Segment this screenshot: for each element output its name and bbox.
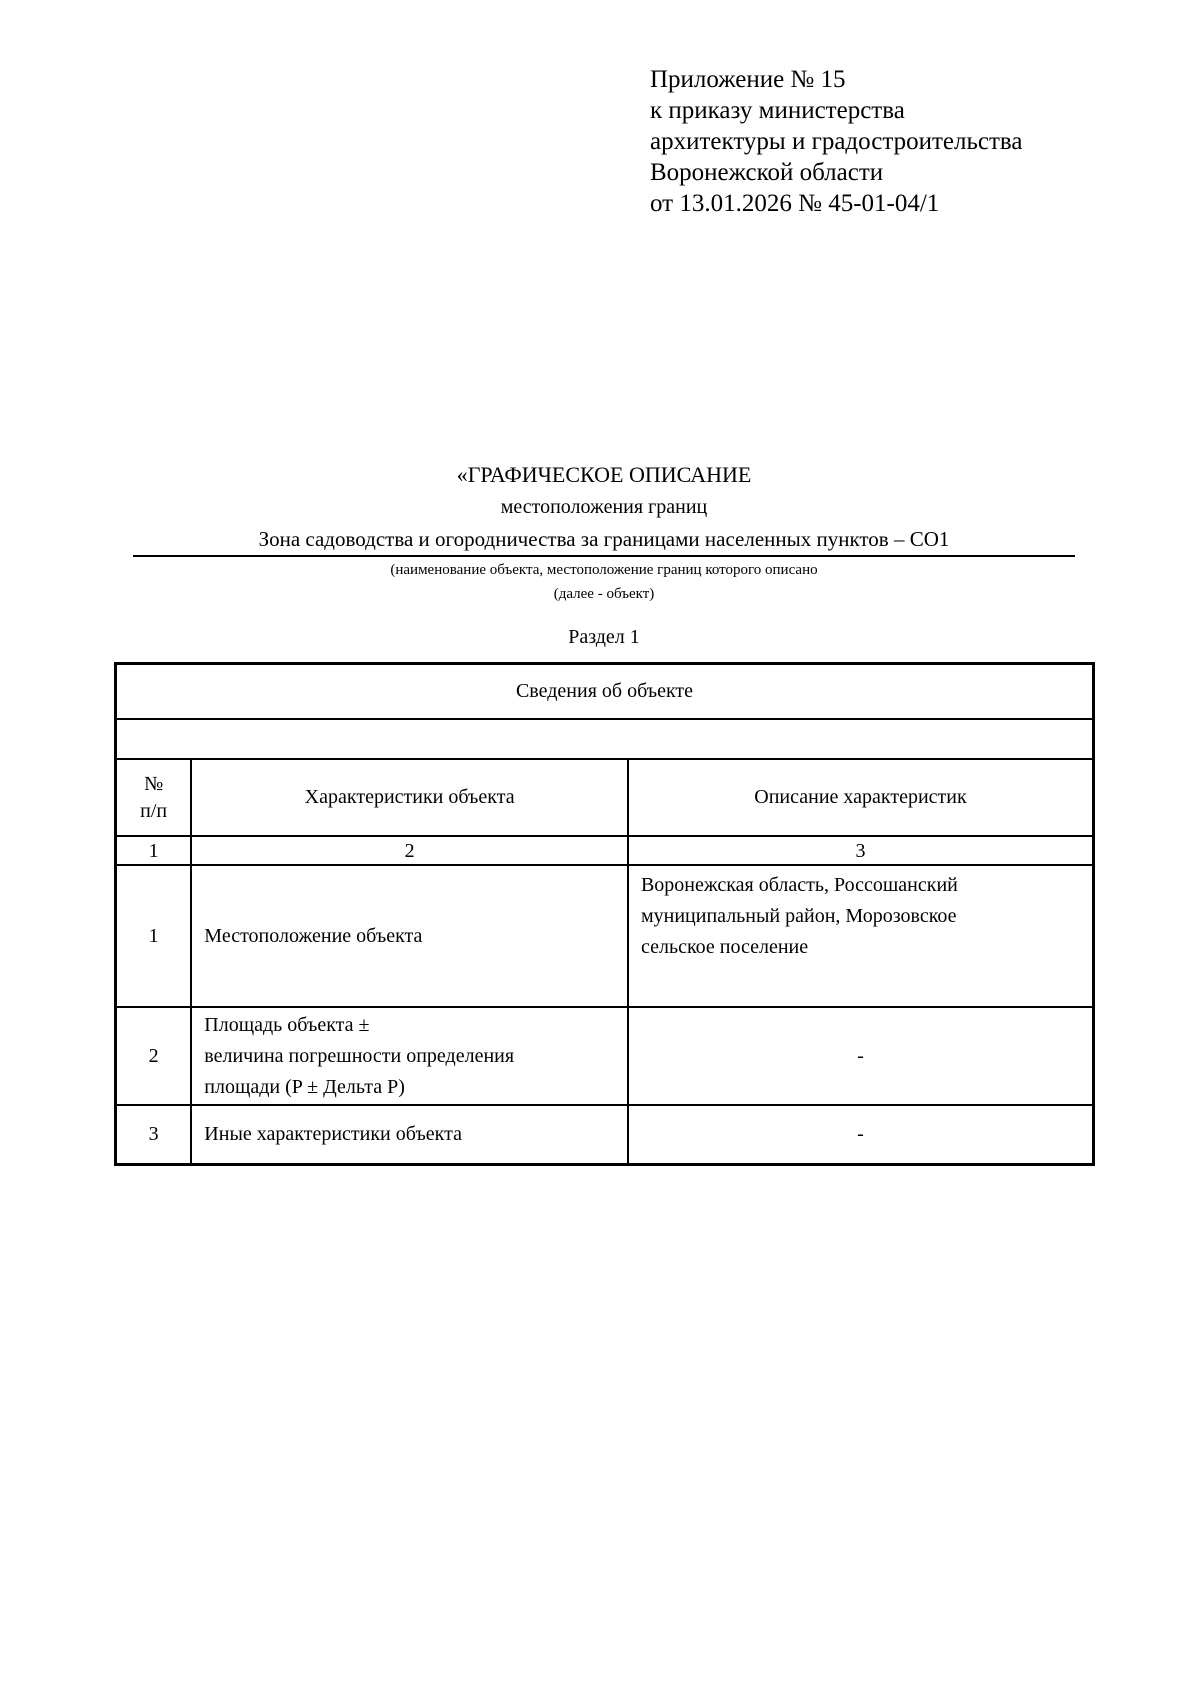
object-name-note-2: (далее - объект)	[553, 586, 655, 602]
document-title-block	[133, 462, 1075, 605]
description-line: сельское поселение	[640, 936, 809, 958]
row-description: -	[628, 1007, 1094, 1105]
appendix-reference	[650, 64, 1022, 219]
column-header-num	[116, 759, 192, 836]
empty-cell	[116, 719, 1094, 759]
row-number: 1	[116, 865, 192, 1007]
column-header-row	[116, 759, 1094, 836]
object-name-note: (наименование объекта, местоположение границ которого описано	[390, 562, 818, 578]
num-label-line1: №	[144, 772, 164, 795]
column-index: 2	[191, 836, 628, 865]
table-header: Сведения об объекте	[116, 664, 1094, 720]
characteristic-line: площади (P ± Дельта P)	[204, 1075, 405, 1098]
row-characteristic	[191, 1007, 628, 1105]
table-empty-row	[116, 719, 1094, 759]
appendix-line: Воронежской области	[650, 159, 884, 186]
column-index: 3	[628, 836, 1094, 865]
table-row	[116, 1007, 1094, 1105]
column-header-description: Описание характеристик	[628, 759, 1094, 836]
section-label: Раздел 1	[568, 626, 640, 648]
table-row	[116, 865, 1094, 1007]
document-subtitle: местоположения границ	[500, 496, 708, 518]
appendix-line: Приложение № 15	[650, 66, 846, 93]
object-name: Зона садоводства и огородничества за границами населенных пунктов – СО1	[133, 526, 1075, 557]
column-index-row	[116, 836, 1094, 865]
row-number: 3	[116, 1105, 192, 1165]
appendix-line: к приказу министерства	[650, 97, 905, 124]
row-number: 2	[116, 1007, 192, 1105]
characteristic-line: величина погрешности определения	[204, 1044, 515, 1067]
column-index: 1	[116, 836, 192, 865]
row-characteristic: Местоположение объекта	[191, 865, 628, 1007]
column-header-characteristic: Характеристики объекта	[191, 759, 628, 836]
description-line: муниципальный район, Морозовское	[640, 905, 957, 927]
table-row	[116, 1105, 1094, 1165]
description-line: Воронежская область, Россошанский	[640, 874, 958, 896]
appendix-line: архитектуры и градостроительства	[650, 128, 1023, 155]
characteristic-line: Площадь объекта ±	[204, 1013, 370, 1036]
object-info-table	[114, 662, 1095, 1166]
table-header-row	[116, 664, 1094, 720]
document-title: «ГРАФИЧЕСКОЕ ОПИСАНИЕ	[456, 462, 752, 487]
num-label-line2: п/п	[140, 799, 168, 822]
row-description: -	[628, 1105, 1094, 1165]
row-description	[628, 865, 1094, 1007]
appendix-line: от 13.01.2026 № 45-01-04/1	[650, 190, 940, 217]
row-characteristic: Иные характеристики объекта	[191, 1105, 628, 1165]
